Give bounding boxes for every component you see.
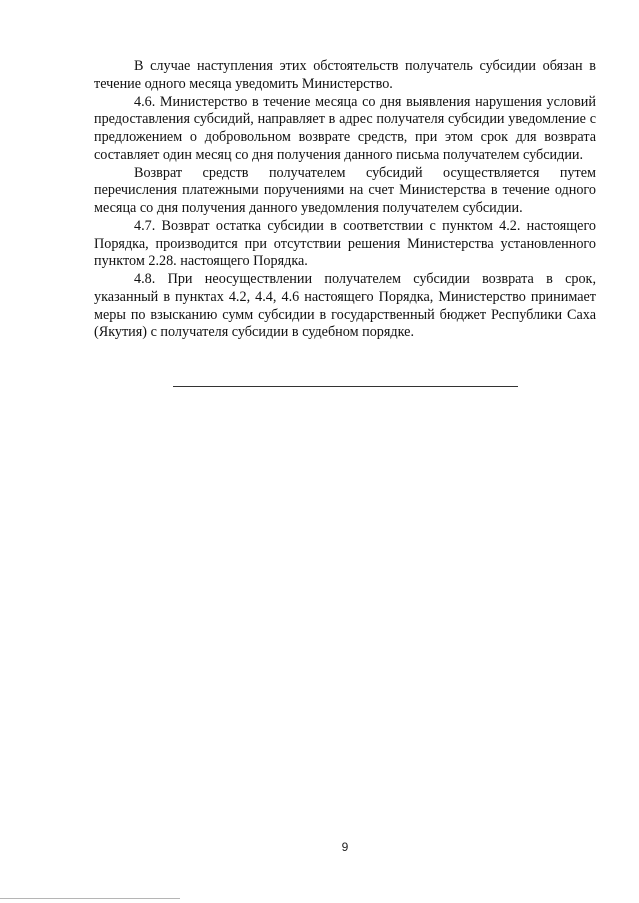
paragraph-4-8: 4.8. При неосуществлении получателем субсидии возврата в срок, указанный в пунктах 4.2, 4.4, 4.6 настоящего Порядка, Министерство принимает меры по взысканию сумм субсидии в государственный бюджет Республики Саха (Якутия) с получателя субсидии в судебном порядке.	[94, 271, 596, 341]
paragraph-4-6: 4.6. Министерство в течение месяца со дня выявления нарушения условий предоставления субсидий, направляет в адрес получателя субсидии уведомление с предложением о добровольном возврате средств, при этом срок для возврата составляет один месяц со дня получения данного письма получателем субсидии.	[94, 93, 596, 163]
paragraph-4-7: 4.7. Возврат остатка субсидии в соответствии с пунктом 4.2. настоящего Порядка, производится при отсутствии решения Министерства установленного пунктом 2.28. настоящего Порядка.	[94, 217, 596, 270]
page-number: 9	[341, 840, 349, 854]
closing-divider	[173, 386, 518, 387]
paragraph-refund-procedure: Возврат средств получателем субсидий осуществляется путем перечисления платежными поручениями на счет Министерства в течение одного месяца со дня получения данного уведомления получателем субсидии.	[94, 164, 596, 216]
scan-edge-line	[0, 898, 180, 899]
paragraph-notification-obligation: В случае наступления этих обстоятельств получатель субсидии обязан в течение одного месяца уведомить Министерство.	[94, 58, 596, 92]
document-body	[94, 58, 596, 342]
